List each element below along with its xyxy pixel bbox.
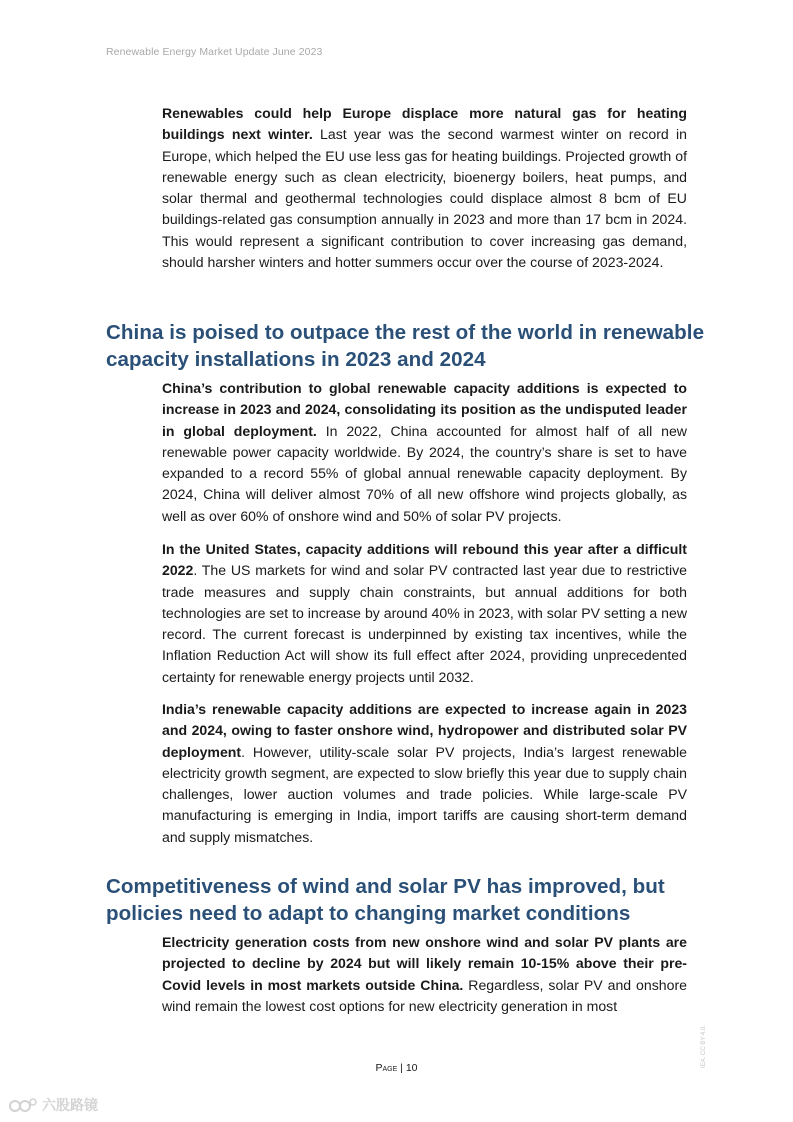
watermark-text: 六股路镜 [42,1097,98,1113]
paragraph-body: . The US markets for wind and solar PV contracted last year due to restrictive trade measures and supply chain constraints, but annual additions for both technologies are set to increase by around 40% in 2023, with solar PV setting a new record. The current forecast is underpinned by existing tax incentives, while the Inflation Reduction Act will show its full effect after 2024, providing unprecedented certainty for renewable energy projects until 2032. [162,562,687,685]
section-heading-competitiveness: Competitiveness of wind and solar PV has improved, but policies need to adapt to changing market conditions [106,875,665,925]
page-label: Page [375,1062,398,1074]
paragraph-lead: India’s renewable capacity additions are expected to increase again in 2023 and 2024, owing to faster onshore wind, hydropower and distributed solar PV deployment [162,701,687,760]
paragraph-china [162,378,687,527]
watermark [8,1095,98,1115]
page-number: 10 [405,1062,418,1074]
paragraph-body: Last year was the second warmest winter on record in Europe, which helped the EU use less gas for heating buildings. Projected growth of renewable energy such as clean electricity, bioenergy boilers, heat pumps, and solar thermal and geothermal technologies could displace almost 8 bcm of EU buildings-related gas consumption annually in 2023 and more than 17 bcm in 2024. This would represent a significant contribution to cover increasing gas demand, should harsher winters and hotter summers occur over the course of 2023-2024. [162,126,687,271]
paragraph-india [162,699,687,848]
section-heading-china: China is poised to outpace the rest of the world in renewable capacity installations in 2023 and 2024 [106,321,705,371]
watermark-logo-icon [8,1095,38,1115]
paragraph-body: In 2022, China accounted for almost half of all new renewable power capacity worldwide. By 2024, the country’s share is set to have expanded to a record 55% of global annual renewable capacity deployment. By 2024, China will deliver almost 70% of all new offshore wind projects globally, as well as over 60% of onshore wind and 50% of solar PV projects. [162,422,687,524]
page-footer [0,1062,793,1074]
paragraph-body: . However, utility-scale solar PV projects, India’s largest renewable electricity growth segment, are expected to slow briefly this year due to supply chain challenges, lower auction volumes and trade policies. While large-scale PV manufacturing is emerging in India, import tariffs are causing short-term demand and supply mismatches. [162,743,687,845]
running-header: Renewable Energy Market Update June 2023 [106,46,323,58]
paragraph-body: Regardless, solar PV and onshore wind remain the lowest cost options for new electricity generation in most [162,976,687,1014]
paragraph-lead: Electricity generation costs from new onshore wind and solar PV plants are projected to decline by 2024 but will likely remain 10-15% above their pre-Covid levels in most markets outside China. [162,934,687,993]
paragraph-costs [162,932,687,1017]
paragraph-united-states [162,539,687,688]
paragraph-lead: In the United States, capacity additions will rebound this year after a difficult 2022 [162,541,687,579]
page-separator: | [397,1062,406,1074]
paragraph-lead: China’s contribution to global renewable capacity additions is expected to increase in 2023 and 2024, consolidating its position as the undisputed leader in global deployment. [162,380,687,439]
paragraph-lead: Renewables could help Europe displace more natural gas for heating buildings next winter. [162,105,687,143]
paragraph-europe-gas [162,103,687,273]
license-mark: IEA. CC BY 4.0. [701,1025,707,1068]
